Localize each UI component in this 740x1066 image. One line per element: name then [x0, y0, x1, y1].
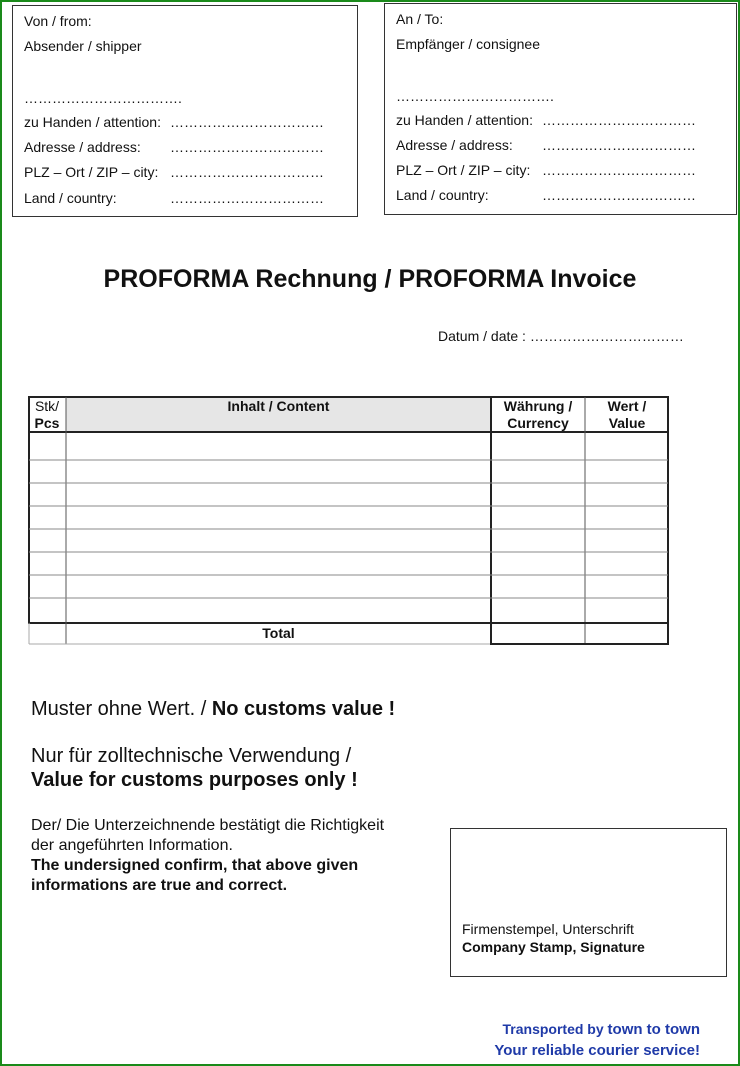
attention-field[interactable]: …………………………… — [170, 114, 324, 130]
footer-tagline-2: Your reliable courier service! — [494, 1042, 700, 1059]
stamp-caption — [462, 920, 645, 956]
stamp-signature-box[interactable] — [450, 828, 727, 977]
total-label: Total — [262, 625, 295, 641]
shipper-label: Absender / shipper — [24, 38, 142, 54]
sender-address-box — [12, 5, 358, 217]
zip-city-label: PLZ – Ort / ZIP – city: — [24, 164, 159, 180]
total-currency-cell[interactable] — [491, 623, 585, 644]
footer-tagline-1 — [503, 1021, 701, 1038]
currency-header-line1: Währung / — [503, 398, 573, 414]
footer-transported-by: Transported by — [502, 1021, 608, 1037]
no-customs-value-note — [31, 698, 395, 721]
address-label: Adresse / address: — [24, 139, 141, 155]
no-value-de: Muster ohne Wert. / — [31, 698, 212, 720]
attention-label: zu Handen / attention: — [24, 114, 161, 130]
address-field[interactable]: …………………………… — [542, 137, 696, 153]
no-value-en: No customs value ! — [211, 698, 396, 720]
table-row[interactable] — [66, 529, 668, 552]
to-heading: An / To: — [396, 11, 444, 27]
pcs-header-line2: Pcs — [34, 415, 60, 431]
stamp-caption-en: Company Stamp, Signature — [462, 939, 645, 955]
confirm-de-line2: der angeführten Information. — [31, 837, 233, 854]
pcs-header-line1: Stk/ — [34, 398, 60, 414]
table-row[interactable] — [66, 598, 668, 623]
consignee-label: Empfänger / consignee — [396, 36, 540, 52]
shipper-name-field[interactable]: ……………………………. — [24, 90, 182, 106]
value-header-line1: Wert / — [607, 398, 647, 414]
zip-city-label: PLZ – Ort / ZIP – city: — [396, 162, 531, 178]
country-label: Land / country: — [396, 187, 489, 203]
zip-city-field[interactable]: …………………………… — [542, 162, 696, 178]
document-title: PROFORMA Rechnung / PROFORMA Invoice — [103, 265, 637, 293]
currency-header-line2: Currency — [507, 415, 569, 431]
total-value-cell[interactable] — [585, 623, 669, 644]
table-row[interactable] — [66, 506, 668, 529]
customs-use-note-en: Value for customs purposes only ! — [31, 769, 358, 791]
confirm-de-line1: Der/ Die Unterzeichnende bestätigt die Richtigkeit — [31, 817, 385, 834]
footer-brand: town to town — [607, 1021, 700, 1038]
address-field[interactable]: …………………………… — [170, 139, 324, 155]
table-row[interactable] — [66, 552, 668, 575]
confirm-en-line2: informations are true and correct. — [31, 877, 288, 894]
value-header — [585, 398, 669, 432]
attention-field[interactable]: …………………………… — [542, 112, 696, 128]
consignee-name-field[interactable]: ……………………………. — [396, 88, 554, 104]
table-row[interactable] — [66, 575, 668, 598]
country-field[interactable]: …………………………… — [542, 187, 696, 203]
stamp-caption-de: Firmenstempel, Unterschrift — [462, 921, 634, 937]
invoice-table — [28, 396, 669, 646]
country-label: Land / country: — [24, 190, 117, 206]
table-row[interactable] — [66, 460, 668, 483]
attention-label: zu Handen / attention: — [396, 112, 533, 128]
customs-use-note-de: Nur für zolltechnische Verwendung / — [31, 745, 352, 767]
date-field[interactable]: Datum / date : …………………………… — [438, 328, 684, 344]
zip-city-field[interactable]: …………………………… — [170, 164, 324, 180]
value-header-line2: Value — [608, 415, 646, 431]
country-field[interactable]: …………………………… — [170, 190, 324, 206]
recipient-address-box — [384, 3, 737, 215]
pcs-header — [28, 398, 66, 432]
currency-header — [491, 398, 585, 432]
table-row[interactable] — [66, 483, 668, 506]
confirm-en-line1: The undersigned confirm, that above given — [31, 857, 359, 874]
from-heading: Von / from: — [24, 13, 92, 29]
content-header: Inhalt / Content — [227, 398, 330, 414]
address-label: Adresse / address: — [396, 137, 513, 153]
